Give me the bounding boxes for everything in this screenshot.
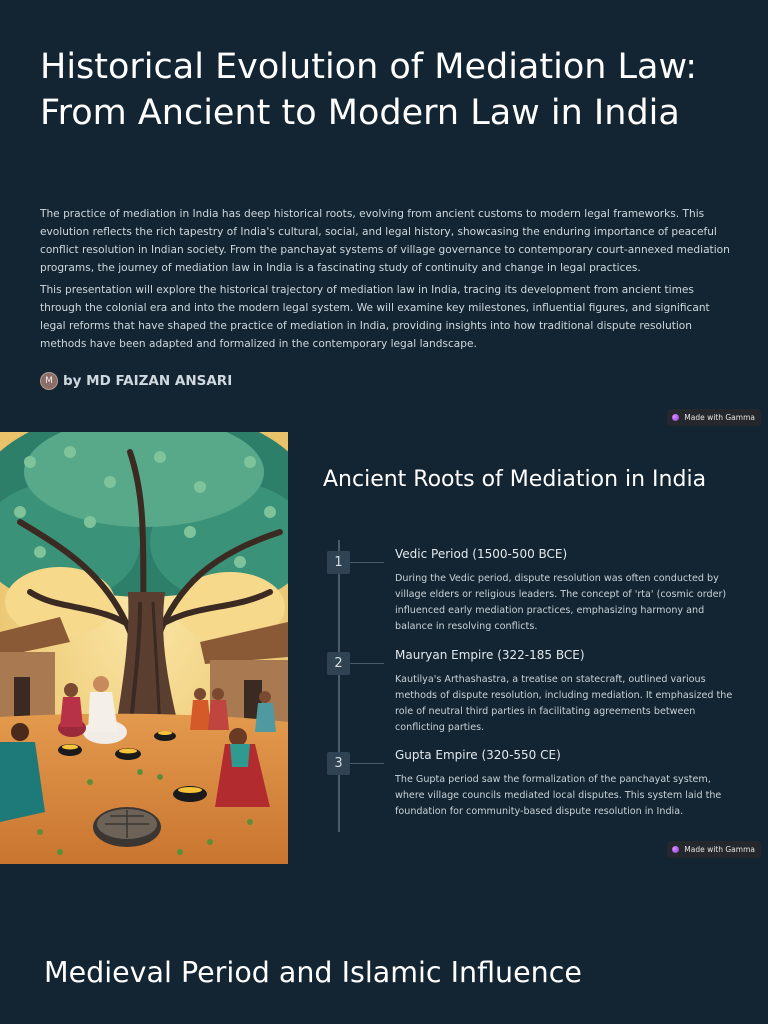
ancient-roots-title: Ancient Roots of Mediation in India bbox=[323, 467, 707, 492]
title-line-2: From Ancient to Modern Law in India bbox=[40, 93, 680, 133]
presentation-title bbox=[40, 44, 740, 136]
timeline-heading: Vedic Period (1500-500 BCE) bbox=[395, 547, 568, 561]
timeline-connector bbox=[350, 663, 384, 664]
timeline-heading: Gupta Empire (320-550 CE) bbox=[395, 748, 561, 762]
author-name: by MD FAIZAN ANSARI bbox=[63, 373, 233, 389]
timeline-connector bbox=[350, 562, 384, 563]
gamma-logo-icon bbox=[672, 414, 679, 421]
badge-label: Made with Gamma bbox=[684, 845, 755, 854]
medieval-period-title: Medieval Period and Islamic Influence bbox=[44, 956, 582, 989]
made-with-gamma-badge[interactable] bbox=[667, 841, 761, 858]
gamma-logo-icon bbox=[672, 846, 679, 853]
intro-text bbox=[40, 205, 732, 357]
intro-paragraph-1: The practice of mediation in India has deep historical roots, evolving from ancient customs to modern legal frameworks. This evolution reflects the rich tapestry of India's cultural, social, and legal history, showcasing the enduring importance of peaceful conflict resolution in Indian society. From the panchayat systems of village governance to contemporary court-annexed mediation programs, the journey of mediation law in India is a fascinating study of continuity and change in legal practices. bbox=[40, 208, 730, 274]
made-with-gamma-badge[interactable] bbox=[667, 409, 761, 426]
badge-label: Made with Gamma bbox=[684, 413, 755, 422]
banyan-tree-illustration bbox=[0, 432, 288, 864]
timeline-heading: Mauryan Empire (322-185 BCE) bbox=[395, 648, 585, 662]
timeline-connector bbox=[350, 763, 384, 764]
timeline-number: 1 bbox=[327, 551, 350, 574]
timeline-body: The Gupta period saw the formalization of the panchayat system, where village councils mediated local disputes. This system laid the foundation for community-based dispute resolution in India. bbox=[395, 774, 722, 817]
timeline-number: 2 bbox=[327, 652, 350, 675]
timeline-line bbox=[338, 540, 340, 832]
timeline-body: During the Vedic period, dispute resolution was often conducted by village elders or religious leaders. The concept of 'rta' (cosmic order) influenced early mediation practices, emphasizing harmony and balance in resolving conflicts. bbox=[395, 573, 727, 632]
avatar: M bbox=[40, 372, 58, 390]
timeline-body: Kautilya's Arthashastra, a treatise on statecraft, outlined various methods of dispute resolution, including mediation. It emphasized the role of neutral third parties in facilitating agreements between conflicting parties. bbox=[395, 674, 733, 733]
title-line-1: Historical Evolution of Mediation Law: bbox=[40, 47, 697, 87]
timeline-number: 3 bbox=[327, 752, 350, 775]
author-byline[interactable] bbox=[40, 372, 232, 390]
intro-paragraph-2: This presentation will explore the historical trajectory of mediation law in India, tracing its development from ancient times through the colonial era and into the modern legal system. We will examine key milestones, influential figures, and significant legal reforms that have shaped the practice of mediation in India, providing insights into how traditional dispute resolution methods have been adapted and formalized in the contemporary legal landscape. bbox=[40, 284, 710, 350]
